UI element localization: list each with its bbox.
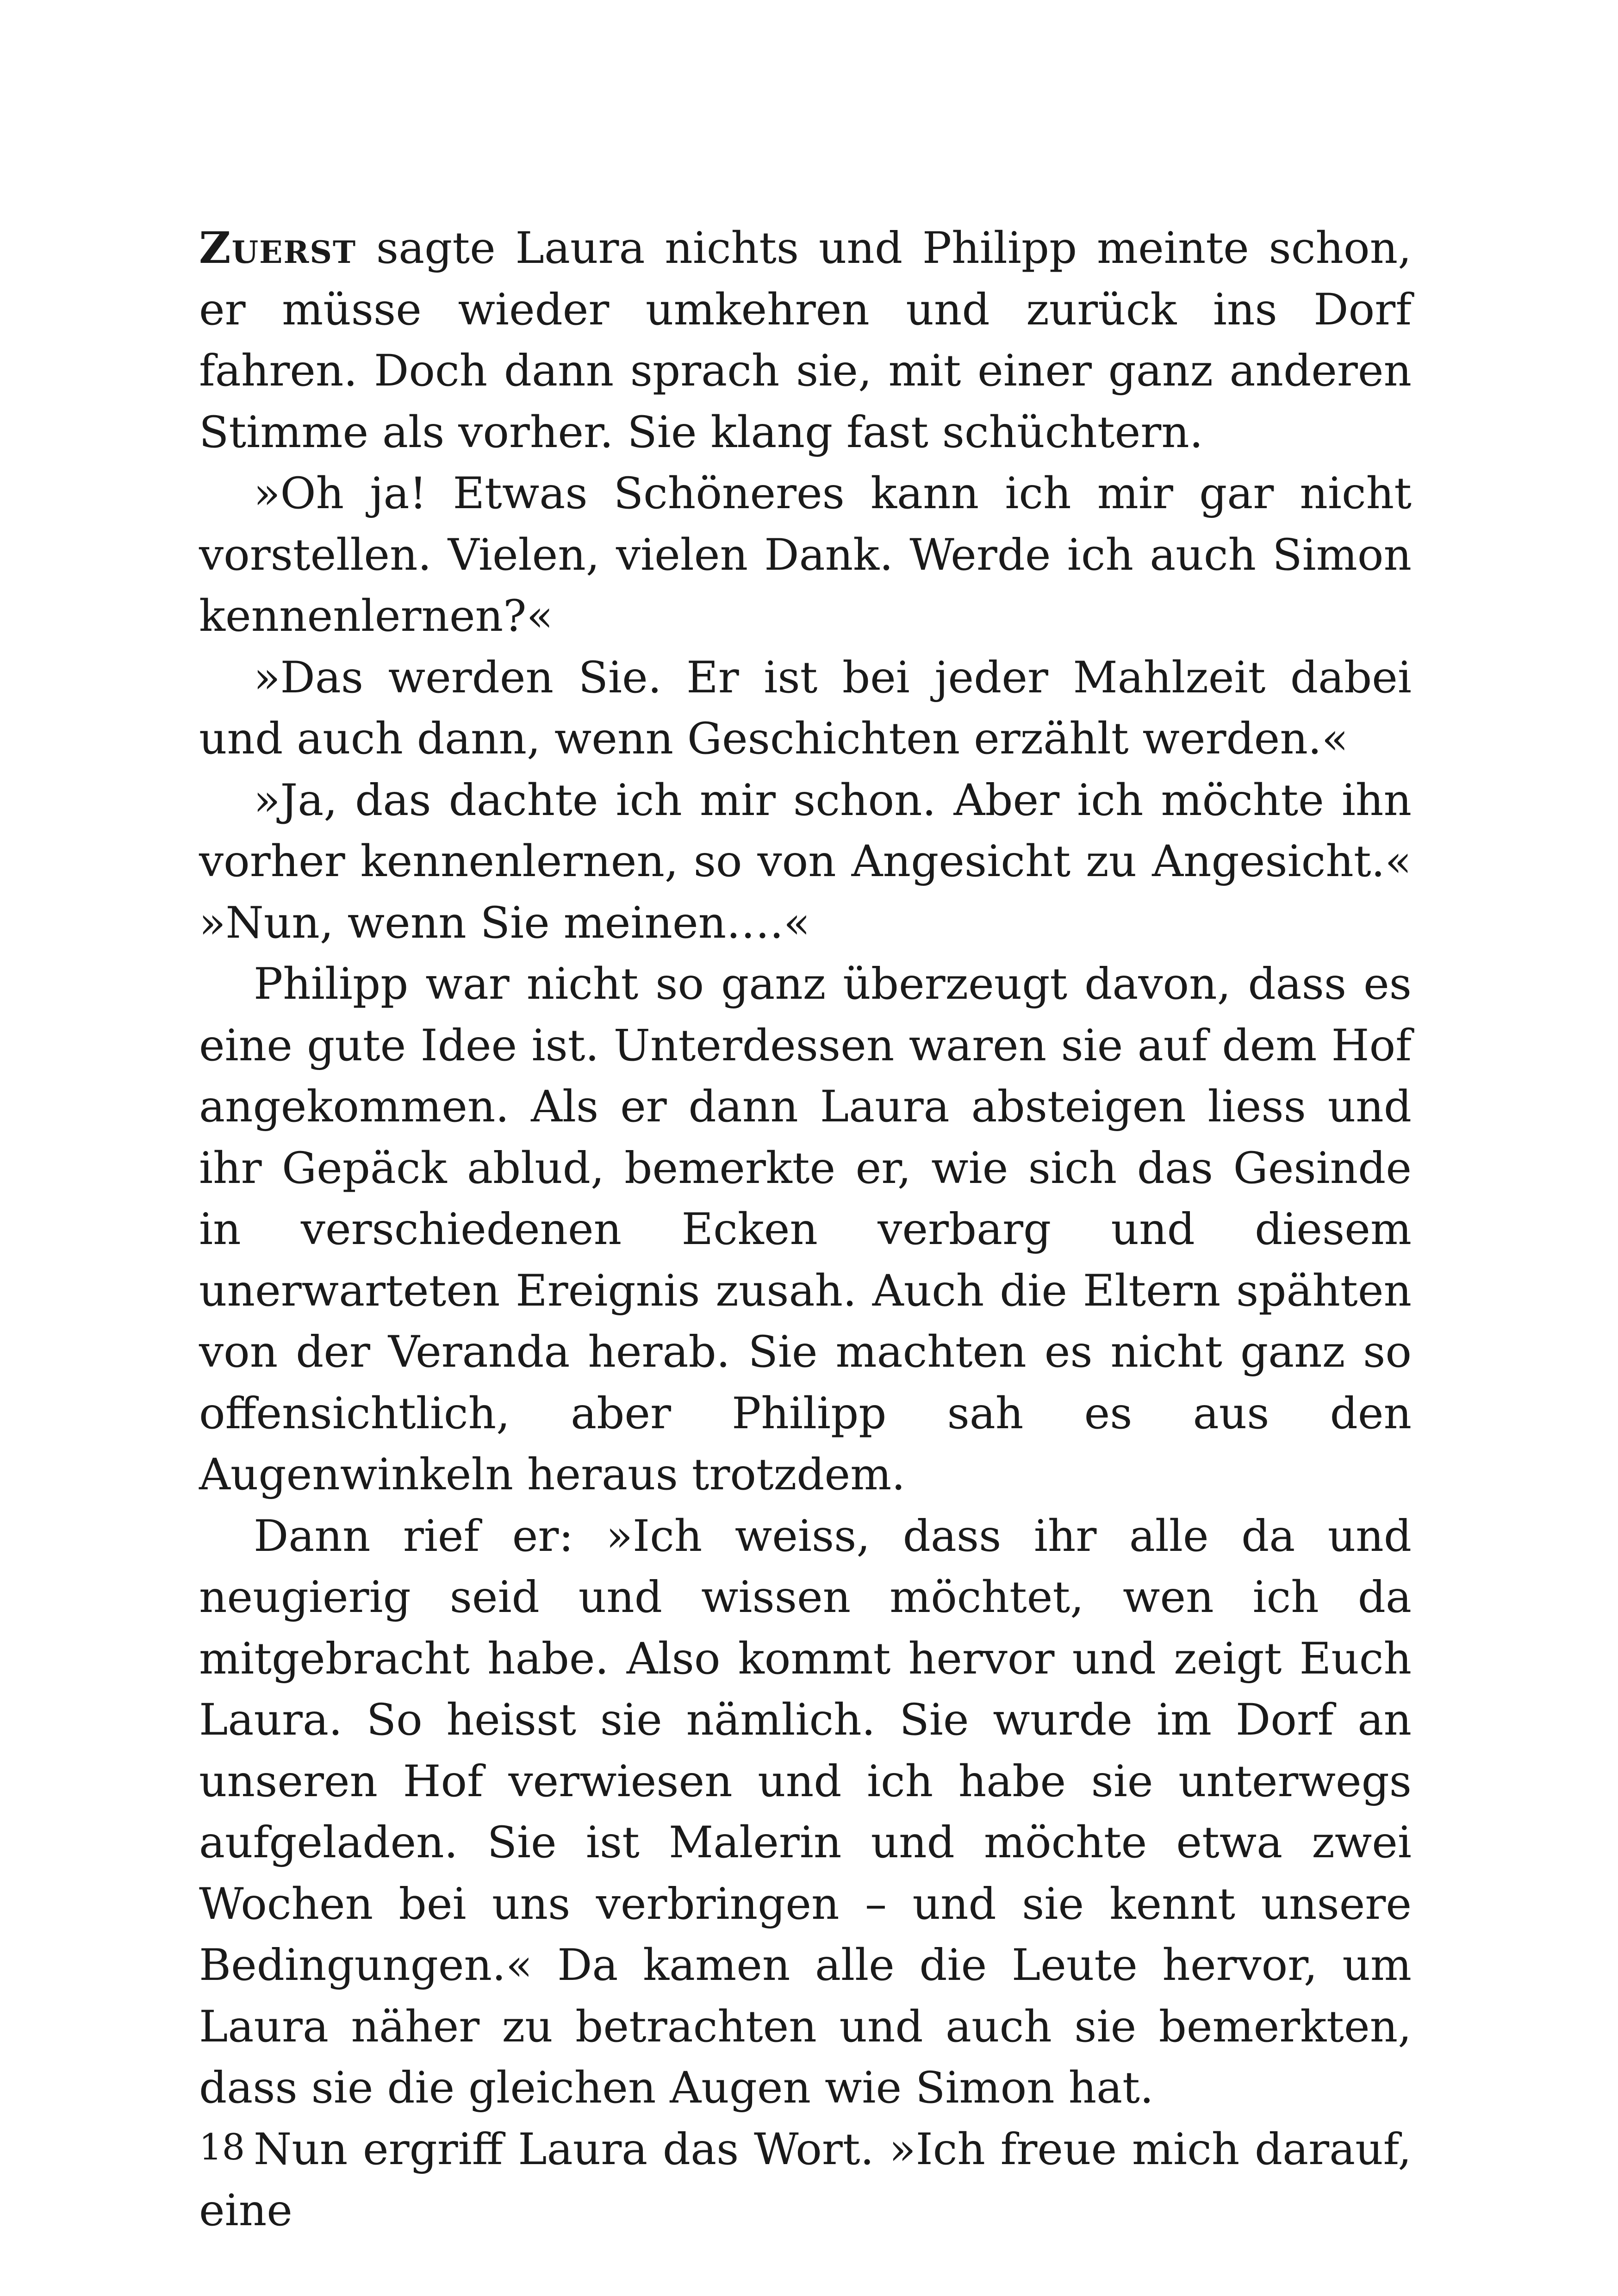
paragraph-1-text: sagte Laura nichts und Philipp meinte schon, er müsse wieder umkehren und zurück ins Dorf fahren. Doch dann sprach sie, mit einer ganz anderen Stimme als vorher. Sie klang fast schüchtern. [199,223,1412,458]
paragraph-5: Philipp war nicht so ganz überzeugt davon, dass es eine gute Idee ist. Unterdessen waren sie auf dem Hof angekommen. Als er dann Laura absteigen liess und ihr Gepäck ablud, bemerkte er, wie sich das Gesinde in verschiedenen Ecken verbarg und diesem unerwarteten Ereignis zusah. Auch die Eltern spähten von der Veranda herab. Sie machten es nicht ganz so offensichtlich, aber Philipp sah es aus den Augenwinkeln heraus trotzdem. [199,959,1412,1500]
paragraph-4: »Ja, das dachte ich mir schon. Aber ich möchte ihn vorher kennenlernen, so von Angesicht zu Angesicht.« »Nun, wenn Sie meinen….« [199,775,1412,948]
paragraph-2: »Oh ja! Etwas Schöneres kann ich mir gar nicht vorstellen. Vielen, vielen Dank. Werde ich auch Simon kennenlernen?« [199,468,1412,641]
paragraph-1 [199,218,1412,463]
page-number: 18 [199,2127,245,2168]
paragraph-3: »Das werden Sie. Er ist bei jeder Mahlzeit dabei und auch dann, wenn Geschichten erzählt werden.« [199,652,1412,764]
paragraph-7: Nun ergriff Laura das Wort. »Ich freue mich darauf, eine [199,2124,1412,2236]
chapter-lead-word: Zuerst [199,223,357,274]
body-text [199,218,1412,2242]
paragraph-6: Dann rief er: »Ich weiss, dass ihr alle da und neugierig seid und wissen möchtet, wen ich da mitgebracht habe. Also kommt hervor und zeigt Euch Laura. So heisst sie nämlich. Sie wurde im Dorf an unseren Hof verwiesen und ich habe sie unterwegs aufgeladen. Sie ist Malerin und möchte etwa zwei Wochen bei uns verbringen – und sie kennt unsere Bedingungen.« Da kamen alle die Leute hervor, um Laura näher zu betrachten und auch sie bemerkten, dass sie die gleichen Augen wie Simon hat. [199,1511,1412,2113]
